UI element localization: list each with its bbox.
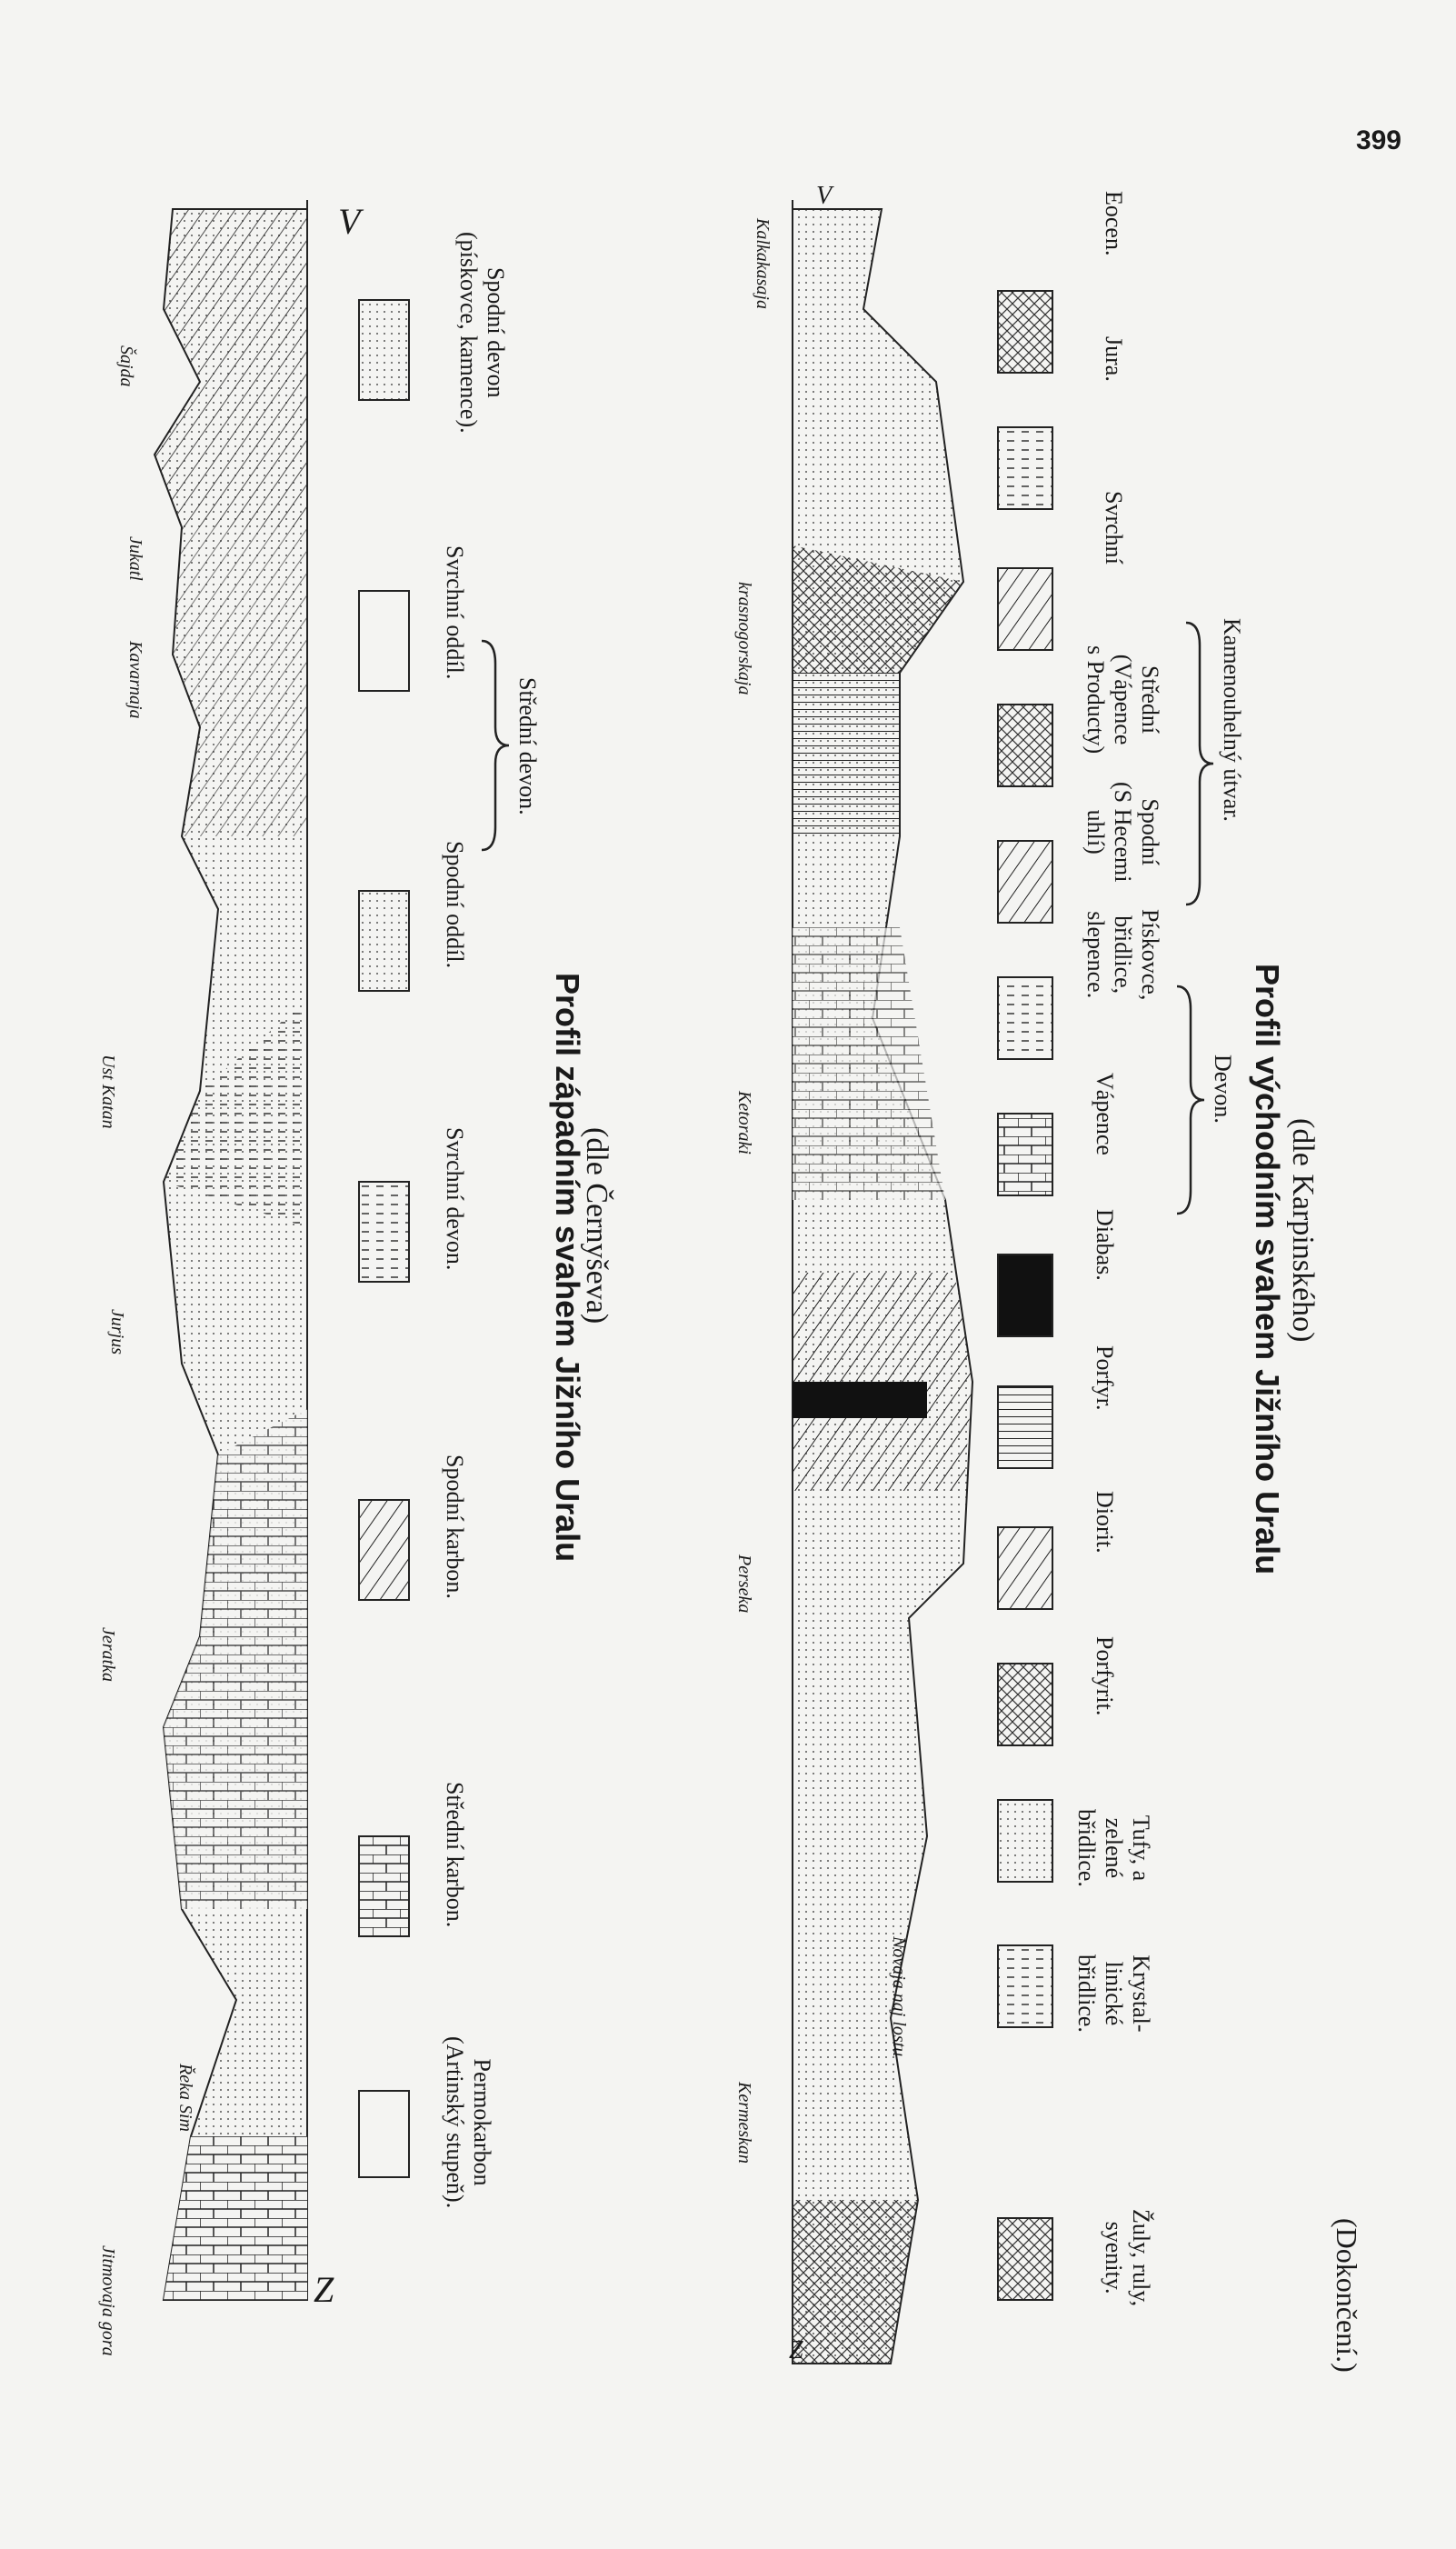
swatch-piskovce xyxy=(998,977,1052,1059)
east-legend-9: Pískovce, břidlice, slepence. xyxy=(1082,909,1163,1001)
east-legend-6: Porfyr. xyxy=(1092,1345,1118,1411)
east-subtitle: (dle Karpinského) xyxy=(1286,1118,1320,1343)
west-legend-1: Permokarbon (Artinský stupeň). xyxy=(442,2036,495,2209)
swatch-spodni xyxy=(998,841,1052,923)
east-brace-devon-label: Devon. xyxy=(1210,1055,1236,1124)
west-place-7: Jukatl xyxy=(125,536,145,581)
west-legend-5: Spodní oddíl. xyxy=(442,841,468,969)
swatch-svrchni-devon xyxy=(359,1182,409,1282)
swatch-krystalinicke xyxy=(998,1945,1052,2027)
west-place-4: Jurjus xyxy=(107,1309,127,1354)
east-legend-3: Tufy, a zelené břidlice. xyxy=(1073,1809,1154,1887)
swatch-stredni xyxy=(998,705,1052,786)
swatch-permokarbon xyxy=(359,2091,409,2177)
east-title: Profil východním svahem Jižního Uralu xyxy=(1249,964,1286,1575)
east-place-3: Perseka xyxy=(734,1554,754,1614)
east-legend-5: Diorit. xyxy=(1092,1491,1118,1554)
swatch-jura xyxy=(998,427,1052,509)
east-place-2: Novaja naj lostu xyxy=(889,1936,909,2057)
west-end-left: Z xyxy=(314,2269,334,2310)
swatch-diabas xyxy=(998,1255,1052,1336)
east-legend-4: Porfyrit. xyxy=(1092,1636,1118,1716)
east-legend-12: Svrchní xyxy=(1101,491,1127,565)
swatch-stredni-karbon xyxy=(359,1836,409,1936)
east-place-1: Kermeskan xyxy=(734,2082,754,2164)
east-legend-10: Spodní (S Hecemi uhlí) xyxy=(1082,782,1163,883)
west-brace-label: Střední devon. xyxy=(514,677,541,815)
west-subtitle: (dle Černyševa) xyxy=(580,1127,613,1324)
east-legend-7: Diabas. xyxy=(1092,1209,1118,1281)
swatch-porfyrit xyxy=(998,1664,1052,1745)
swatch-spodni-karbon xyxy=(359,1500,409,1600)
page-number: 399 xyxy=(1355,125,1401,155)
west-legend-4: Svrchní devon. xyxy=(442,1127,468,1271)
swatch-svrchni-oddil xyxy=(359,591,409,691)
west-place-2: Řeka Sim xyxy=(175,2064,195,2132)
west-legend-7: Spodní devon (pískovce, kamence). xyxy=(455,232,509,434)
east-legend-13: Jura. xyxy=(1101,336,1127,382)
east-brace-devon xyxy=(1172,982,1209,1218)
west-place-8: Šajda xyxy=(116,345,136,387)
west-end-right: V xyxy=(338,201,361,242)
west-legend-2: Střední karbon. xyxy=(442,1782,468,1928)
east-end-left: Z xyxy=(789,2336,803,2364)
east-profile-diagram xyxy=(782,200,991,2373)
west-legend-3: Spodní karbon. xyxy=(442,1454,468,1599)
west-legend-swatches xyxy=(345,273,427,2227)
footer-note: (Dokončení.) xyxy=(1331,2218,1363,2373)
east-place-5: krasnogorskaja xyxy=(734,582,754,695)
east-legend-14: Eocen. xyxy=(1101,191,1127,256)
west-place-6: Kavarnaja xyxy=(125,641,145,719)
swatch-spodni-oddil xyxy=(359,891,409,991)
east-end-right: V xyxy=(816,182,833,210)
swatch-porfyr xyxy=(998,1386,1052,1468)
west-place-1: Jitmovaja gora xyxy=(98,2245,118,2356)
east-legend-1: Žuly, ruly, syenity. xyxy=(1101,2209,1154,2307)
swatch-svrchni xyxy=(998,568,1052,650)
west-brace xyxy=(477,636,514,855)
west-place-5: Ust Katan xyxy=(98,1055,118,1129)
east-place-4: Ketoraki xyxy=(734,1091,754,1155)
east-legend-8: Vápence xyxy=(1092,1073,1118,1155)
west-place-3: Jeratka xyxy=(98,1627,118,1682)
swatch-tufy xyxy=(998,1800,1052,1882)
east-brace-carbon xyxy=(1182,618,1218,909)
east-legend-swatches xyxy=(991,282,1063,2318)
east-legend-2: Krystal- linické břidlice. xyxy=(1073,1954,1154,2033)
swatch-spodni-devon xyxy=(359,300,409,400)
swatch-diorit xyxy=(998,1527,1052,1609)
east-legend-11: Střední (Vápence s Producty) xyxy=(1082,645,1163,755)
swatch-vapence xyxy=(998,1114,1052,1195)
east-brace-carbon-label: Kamenouhelný útvar. xyxy=(1219,618,1245,822)
swatch-zuly xyxy=(998,2218,1052,2300)
west-title: Profil západním svahem Jižního Uralu xyxy=(549,973,586,1563)
swatch-eocen xyxy=(998,291,1052,373)
east-place-6: Kalkakasaja xyxy=(753,218,773,309)
west-legend-6: Svrchní oddíl. xyxy=(442,545,468,680)
